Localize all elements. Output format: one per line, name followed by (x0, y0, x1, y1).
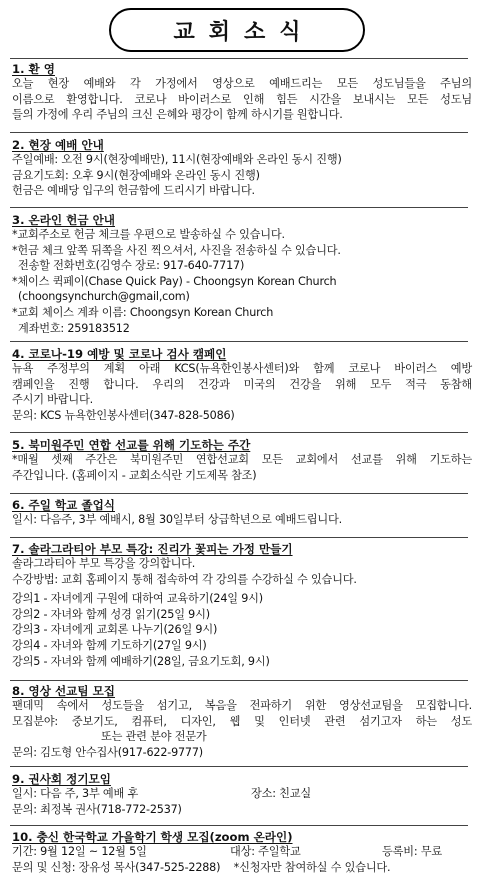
text-line: 모집분야: 중보기도, 컴퓨터, 디자인, 웹 및 인터넷 관련 섬기고자 하는 성도 (12, 714, 472, 728)
text-line: 뉴욕 주정부의 계획 아래 KCS(뉴욕한인봉사센터)와 함께 코로나 바이러스 예방 (12, 362, 472, 375)
divider (10, 537, 468, 538)
text-line: 문의: 김도형 안수집사(917-622-9777) (12, 745, 203, 759)
section-title: 2. 현장 예배 안내 (12, 138, 104, 152)
text-line: 전송할 전화번호(김영수 장로: 917-640-7717) (18, 259, 245, 273)
section-worship (12, 138, 472, 199)
info-row (12, 786, 472, 802)
text-line: 또는 관련 분야 전문가 (101, 730, 207, 744)
divider (10, 58, 468, 59)
divider (10, 680, 468, 681)
lecture-item: 강의5 - 자녀와 함께 예배하기(28일, 금요기도회, 9시) (12, 654, 270, 668)
section-title: 9. 권사회 정기모임 (12, 772, 111, 786)
section-welcome (12, 62, 472, 123)
text-line: *매월 셋째 주간은 북미원주민 연합선교회 모든 교회에서 선교를 위해 기도하는 (12, 453, 472, 466)
info-row (12, 844, 472, 860)
section-korean-school (12, 830, 472, 875)
section-graduation (12, 498, 472, 528)
text-line: (choongsynchurch@gmail,com) (18, 290, 190, 304)
school-target: 대상: 주일학교 (230, 845, 301, 858)
meeting-time: 일시: 다음 주, 3부 예배 후 (12, 787, 139, 800)
text-line: *교회 체이스 계좌 이름: Choongsyn Korean Church (12, 305, 274, 319)
text-line: 일시: 다음주, 3부 예배시, 8월 30일부터 상급학년으로 예배드립니다. (12, 513, 342, 526)
section-title: 8. 영상 선교팀 모집 (12, 684, 115, 698)
divider (10, 341, 468, 342)
text-line: 팬데믹 속에서 성도들을 섬기고, 복음을 전파하기 위한 영상선교팀을 모집합니다. (12, 699, 472, 712)
section-prayer-week (12, 438, 472, 483)
text-line: 들의 가정에 우리 주님의 크신 은혜와 평강이 함께 하시기를 원합니다. (12, 108, 343, 122)
divider (10, 432, 468, 433)
divider (10, 132, 468, 133)
text-line: 주시기 바랍니다. (12, 393, 93, 407)
page-title: 교회소식 (109, 8, 365, 52)
section-media-team (12, 684, 472, 760)
lecture-item: 강의2 - 자녀와 함께 성경 읽기(25일 9시) (12, 607, 210, 621)
divider (10, 493, 468, 494)
lecture-item: 강의4 - 자녀와 함께 기도하기(27일 9시) (12, 638, 207, 652)
section-parent-lectures (12, 542, 472, 669)
text-line: *교회주소로 헌금 체크를 우편으로 발송하실 수 있습니다. (12, 228, 285, 241)
text-line: 계좌번호: 259183512 (18, 321, 130, 335)
lecture-item: 강의1 - 자녀에게 구원에 대하여 교육하기(24일 9시) (12, 592, 263, 606)
divider (10, 766, 468, 767)
header (0, 0, 478, 56)
section-title: 10. 충신 한국학교 가을학기 학생 모집(zoom 온라인) (12, 830, 293, 844)
text-line: 문의 및 신청: 장유성 목사(347-525-2288) *신청자만 참여하실 수 있습니다. (12, 860, 391, 874)
section-deaconess-meeting (12, 772, 472, 817)
text-line: 이름으로 환영합니다. 코로나 바이러스로 인해 힘든 시간을 보내시는 모든 성도님 (12, 92, 472, 106)
text-line: 헌금은 예배당 입구의 헌금함에 드리시기 바랍니다. (12, 184, 255, 198)
section-covid (12, 347, 472, 423)
text-line: 수강방법: 교회 홈페이지 통해 접속하여 각 강의를 수강하실 수 있습니다. (12, 572, 357, 586)
text-line: 주간입니다. (홈페이지 - 교회소식란 기도제목 참조) (12, 468, 257, 482)
school-period: 기간: 9월 12일 ~ 12월 5일 (12, 845, 147, 858)
section-title: 1. 환 영 (12, 62, 55, 76)
lecture-item: 강의3 - 자녀에게 교회론 나누기(26일 9시) (12, 623, 218, 637)
divider (10, 207, 468, 208)
section-title: 3. 온라인 헌금 안내 (12, 213, 115, 227)
meeting-place: 장소: 친교실 (251, 787, 311, 800)
text-line: 오늘 현장 예배와 각 가정에서 영상으로 예배드리는 모든 성도님들을 주님의 (12, 77, 472, 90)
text-line: 문의: 최정복 권사(718-772-2537) (12, 802, 182, 816)
text-line: 금요기도회: 오후 9시(현장예배와 온라인 동시 진행) (12, 168, 260, 182)
section-title: 6. 주일 학교 졸업식 (12, 498, 115, 512)
section-online-offering (12, 213, 472, 336)
section-title: 5. 북미원주민 연합 선교를 위해 기도하는 주간 (12, 438, 251, 452)
section-title: 4. 코로나-19 예방 및 코로나 검사 캠페인 (12, 347, 227, 361)
text-line: *체이스 퀵페이(Chase Quick Pay) - Choongsyn Korean Church (12, 274, 337, 288)
text-line: 솔라그라티아 부모 특강을 강의합니다. (12, 557, 196, 570)
text-line: *헌금 체크 앞쪽 뒤쪽을 사진 찍으셔서, 사진을 전송하실 수 있습니다. (12, 243, 341, 257)
text-line: 문의: KCS 뉴욕한인봉사센터(347-828-5086) (12, 408, 235, 422)
section-title: 7. 솔라그라티아 부모 특강: 진리가 꽃피는 가정 만들기 (12, 542, 293, 556)
school-fee: 등록비: 무료 (382, 845, 442, 858)
divider (10, 825, 468, 826)
text-line: 캠페인을 진행 합니다. 우리의 건강과 미국의 건강을 위해 모두 적극 동참해 (12, 377, 472, 391)
text-line: 주일예배: 오전 9시(현장예배만), 11시(현장예배와 온라인 동시 진행) (12, 153, 342, 166)
